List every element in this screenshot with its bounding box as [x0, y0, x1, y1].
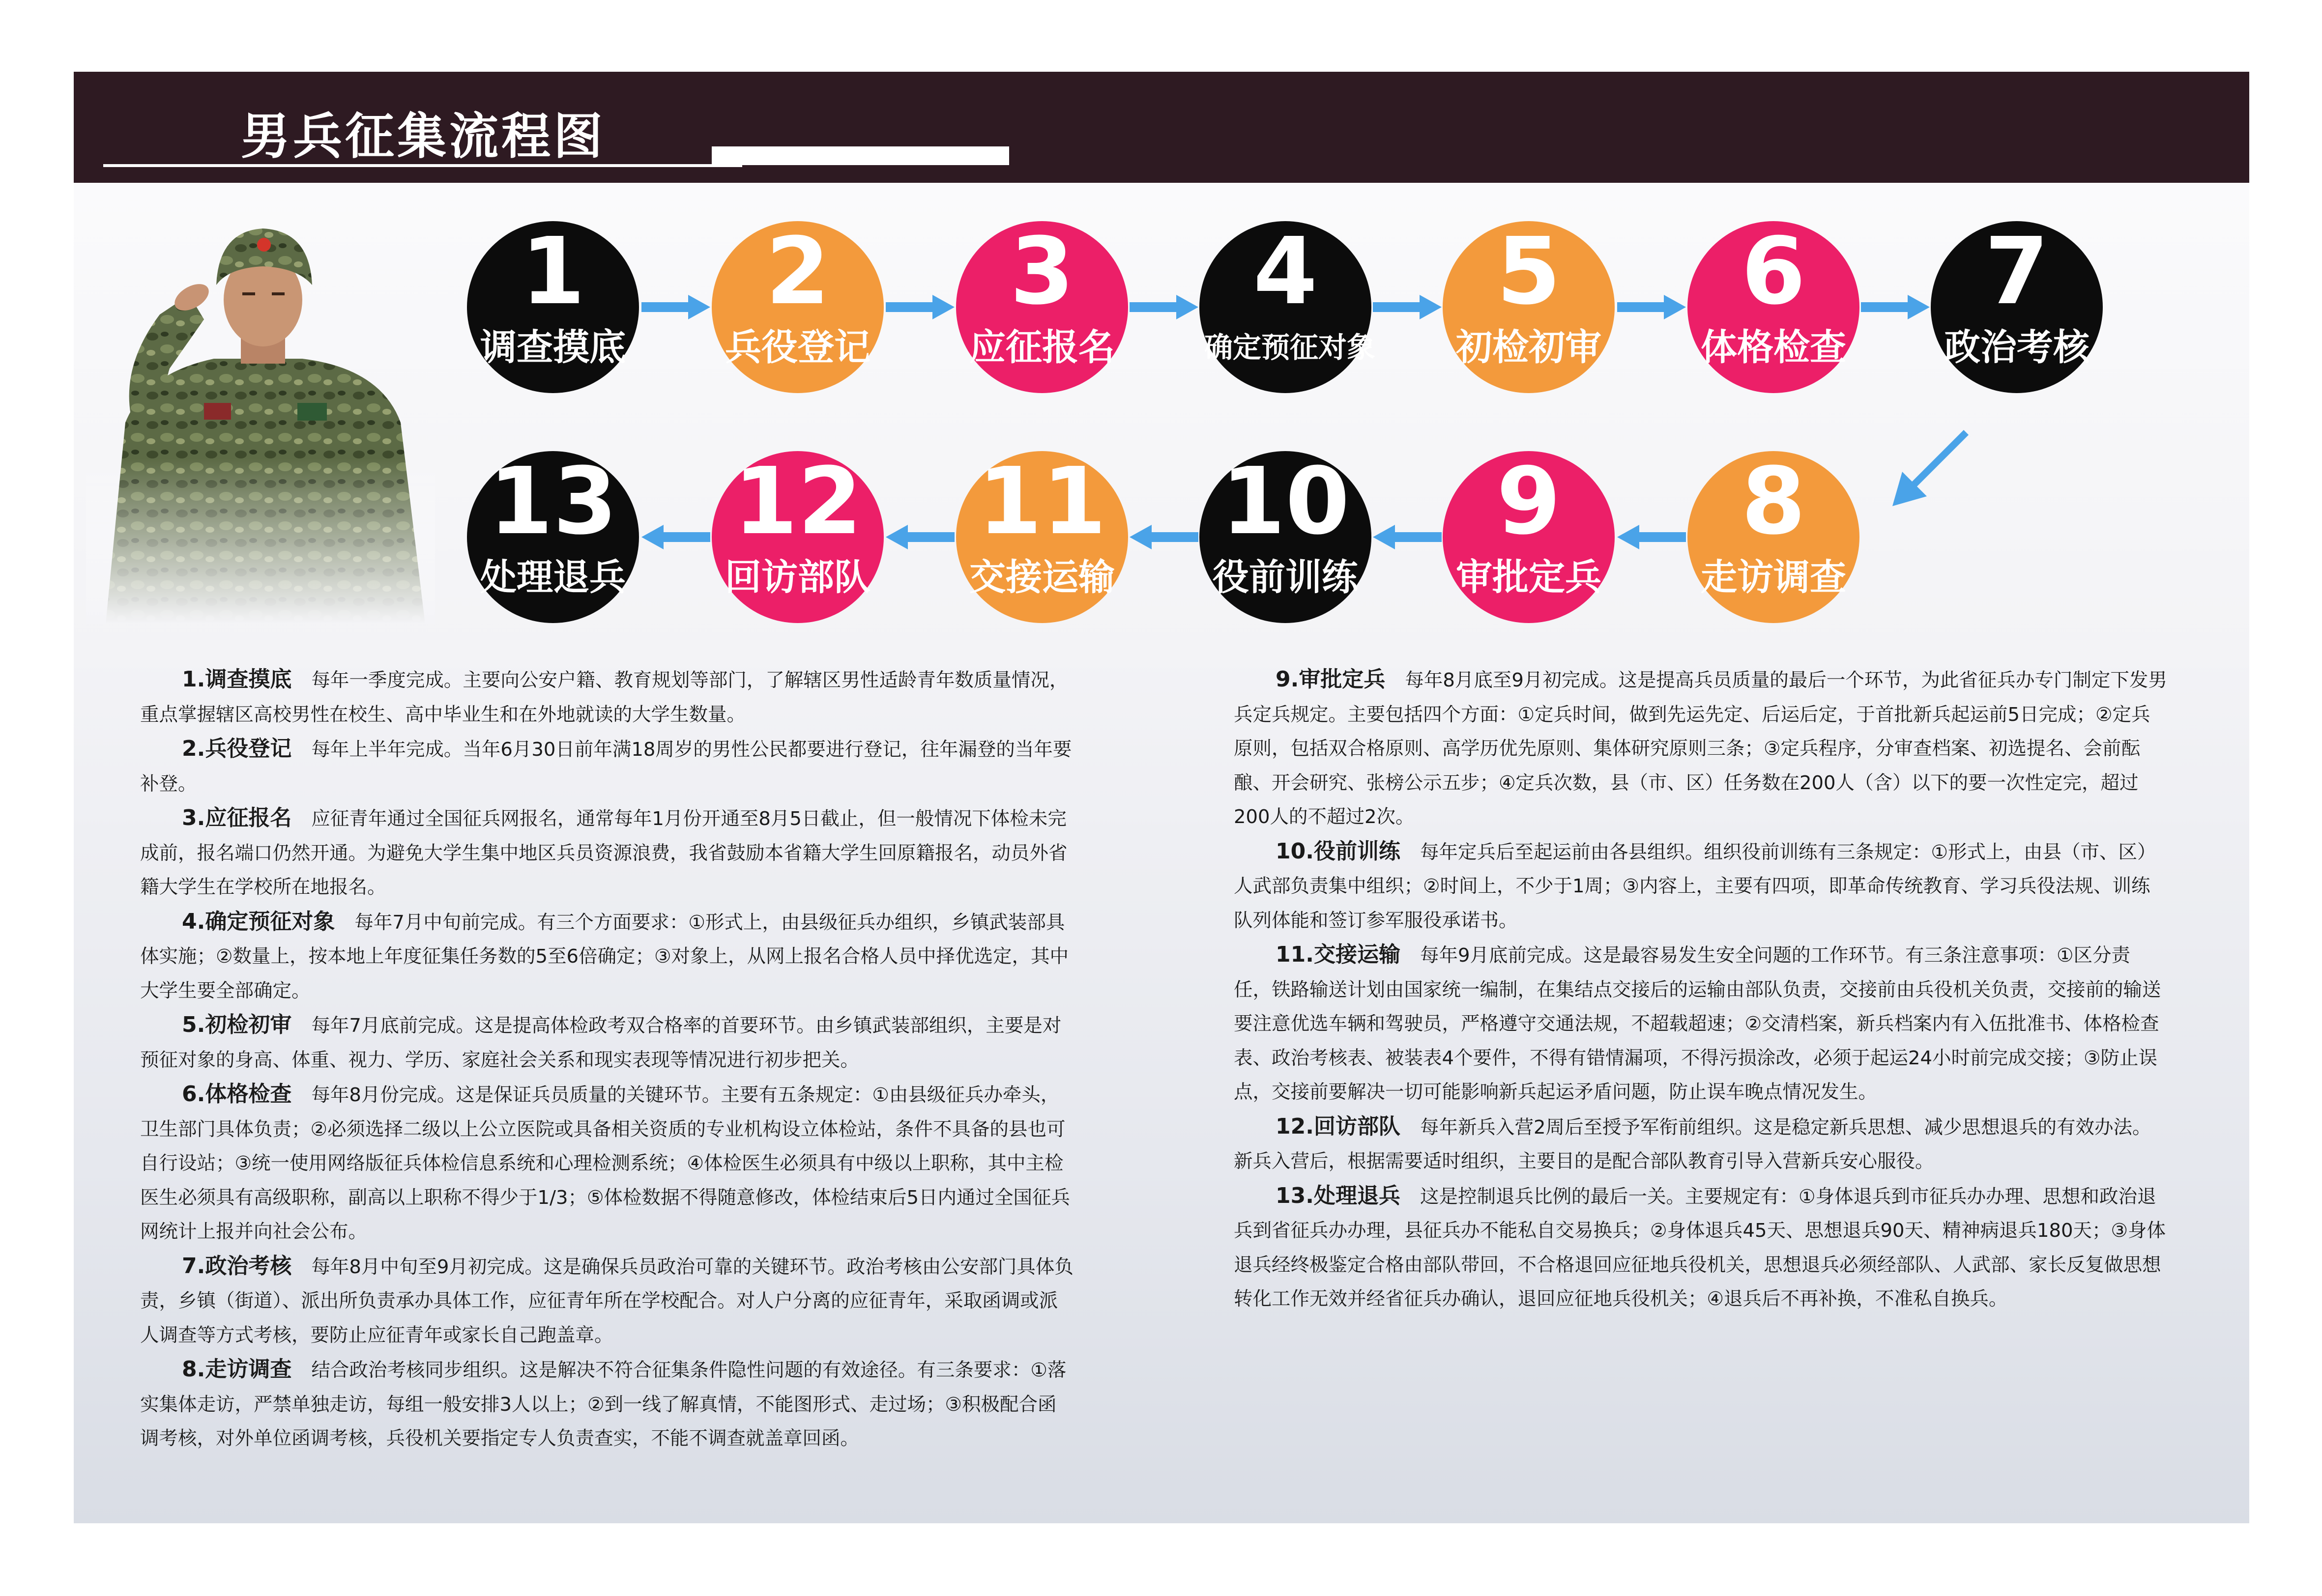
section-text: 应征青年通过全国征兵网报名，通常每年1月份开通至8月5日截止，但一般情况下体检未完成前，报名端口仍然开通。为避免大学生集中地区兵员资源浪费，我省鼓励本省籍大学生回原籍报名，动员外省籍大学生在学校所在地报名。	[140, 808, 1068, 898]
section-text: 每年一季度完成。主要向公安户籍、教育规划等部门，了解辖区男性适龄青年数质量情况，重点掌握辖区高校男性在校生、高中毕业生和在外地就读的大学生数量。	[140, 669, 1069, 726]
step-number: 7	[1984, 218, 2049, 325]
section-11	[1234, 938, 2168, 1110]
step-label: 走访调查	[1701, 556, 1846, 598]
section-heading: 4.确定预征对象	[182, 909, 335, 934]
step-number: 1	[521, 218, 585, 325]
section-text: 每年8月中旬至9月初完成。这是确保兵员政治可靠的关键环节。政治考核由公安部门具体负责，乡镇（街道）、派出所负责承办具体工作，应征青年所在学校配合。对人户分离的应征青年，采取函调或派人调查等方式考核，要防止应征青年或家长自己跑盖章。	[140, 1255, 1074, 1346]
section-text: 每年定兵后至起运前由各县组织。组织役前训练有三条规定：①形式上，由县（市、区）人武部负责集中组织；②时间上，不少于1周；③内容上，主要有四项，即革命传统教育、学习兵役法规、训练队列体能和签订参军服役承诺书。	[1234, 841, 2156, 932]
section-heading: 6.体格检查	[182, 1082, 292, 1107]
section-heading: 2.兵役登记	[182, 736, 292, 761]
section-4	[140, 905, 1074, 1008]
saluting-soldier-image	[86, 211, 435, 624]
arrow-left-icon	[1373, 525, 1442, 549]
section-text: 每年7月底前完成。这是提高体检政考双合格率的首要环节。由乡镇武装部组织，主要是对预征对象的身高、体重、视力、学历、家庭社会关系和现实表现等情况进行初步把关。	[140, 1015, 1062, 1071]
section-9	[1234, 662, 2168, 834]
section-3	[140, 801, 1074, 905]
section-5	[140, 1008, 1074, 1077]
step-number: 8	[1741, 448, 1806, 555]
arrow-right-icon	[641, 295, 710, 319]
section-10	[1234, 834, 2168, 938]
section-7	[140, 1249, 1074, 1353]
step-number: 10	[1221, 448, 1350, 555]
section-13	[1234, 1179, 2168, 1316]
step-label: 审批定兵	[1456, 556, 1601, 598]
section-text: 每年8月份完成。这是保证兵员质量的关键环节。主要有五条规定：①由县级征兵办牵头，卫生部门具体负责；②必须选择二级以上公立医院或具备相关资质的专业机构设立体检站，条件不具备的县也可自行设站；③统一使用网络版征兵体检信息系统和心理检测系统；④体检医生必须具有中级以上职称，其中主检医生必须具有高级职称，副高以上职称不得少于1/3；⑤体检数据不得随意修改，体检结束后5日内通过全国征兵网统计上报并向社会公布。	[140, 1084, 1070, 1243]
arrow-right-icon	[886, 295, 955, 319]
arrow-left-icon	[1617, 525, 1686, 549]
arrow-left-icon	[1130, 525, 1198, 549]
section-heading: 13.处理退兵	[1276, 1183, 1400, 1208]
section-text: 每年上半年完成。当年6月30日前年满18周岁的男性公民都要进行登记，往年漏登的当年要补登。	[140, 739, 1072, 795]
step-label: 政治考核	[1944, 326, 2090, 369]
section-heading: 11.交接运输	[1276, 942, 1400, 967]
section-heading: 1.调查摸底	[182, 667, 292, 692]
section-12	[1234, 1110, 2168, 1179]
step-circle-10	[1199, 448, 1371, 623]
arrow-left-icon	[886, 525, 955, 549]
section-text: 结合政治考核同步组织。这是解决不符合征集条件隐性问题的有效途径。有三条要求：①落实集体走访，严禁单独走访，每组一般安排3人以上；②到一线了解真情，不能图形式、走过场；③积极配合函调考核，对外单位函调考核，兵役机关要指定专人负责查实，不能不调查就盖章回函。	[140, 1359, 1067, 1450]
step-circle-4	[1199, 218, 1376, 393]
step-circle-12	[712, 448, 884, 623]
section-1	[140, 662, 1074, 732]
step-number: 12	[733, 448, 862, 555]
step-number: 4	[1253, 218, 1318, 325]
arrow-right-icon	[1373, 295, 1442, 319]
step-circle-3	[956, 218, 1128, 393]
arrow-right-icon	[1617, 295, 1686, 319]
step-label: 兵役登记	[725, 326, 871, 369]
section-8	[140, 1352, 1074, 1456]
step-number: 9	[1496, 448, 1561, 555]
step-number: 11	[978, 448, 1106, 555]
step-label: 调查摸底	[480, 326, 626, 369]
step-label: 确定预征对象	[1204, 331, 1376, 364]
section-text: 每年新兵入营2周后至授予军衔前组织。这是稳定新兵思想、减少思想退兵的有效办法。新兵入营后，根据需要适时组织，主要目的是配合部队教育引导入营新兵安心服役。	[1234, 1116, 2151, 1172]
title-accent-bar	[712, 146, 1009, 165]
step-label: 体格检查	[1701, 326, 1846, 369]
step-label: 役前训练	[1213, 556, 1358, 598]
right-column	[1234, 662, 2168, 1316]
section-heading: 5.初检初审	[182, 1012, 292, 1037]
step-circle-13	[467, 448, 639, 623]
step-label: 回访部队	[725, 556, 871, 598]
section-heading: 12.回访部队	[1276, 1113, 1400, 1139]
step-circle-7	[1931, 218, 2103, 393]
step-number: 6	[1741, 218, 1806, 325]
section-text: 每年9月底前完成。这是最容易发生安全问题的工作环节。有三条注意事项：①区分责任，铁路输送计划由国家统一编制，在集结点交接后的运输由部队负责，交接前由兵役机关负责，交接前的输送要注意优选车辆和驾驶员，严格遵守交通法规，不超载超速；②交清档案，新兵档案内有入伍批准书、体格检查表、政治考核表、被装表4个要件，不得有错情漏项，不得污损涂改，必须于起运24小时前完成交接；③防止误点，交接前要解决一切可能影响新兵起运矛盾问题，防止误车晚点情况发生。	[1234, 944, 2161, 1103]
step-circle-9	[1443, 448, 1615, 623]
section-text: 每年8月底至9月初完成。这是提高兵员质量的最后一个环节，为此省征兵办专门制定下发男兵定兵规定。主要包括四个方面：①定兵时间，做到先运先定、后运后定，于首批新兵起运前5日完成；②定兵原则，包括双合格原则、高学历优先原则、集体研究原则三条；③定兵程序，分审查档案、初选提名、会前酝酿、开会研究、张榜公示五步；④定兵次数，县（市、区）任务数在200人（含）以下的要一次性定完，超过200人的不超过2次。	[1234, 669, 2167, 828]
section-text: 每年7月中旬前完成。有三个方面要求：①形式上，由县级征兵办组织，乡镇武装部具体实施；②数量上，按本地上年度征集任务数的5至6倍确定；③对象上，从网上报名合格人员中择优选定，其中大学生要全部确定。	[140, 911, 1069, 1002]
step-circle-6	[1687, 218, 1859, 393]
section-heading: 8.走访调查	[182, 1357, 292, 1382]
step-circle-2	[712, 218, 884, 393]
section-2	[140, 732, 1074, 801]
step-label: 处理退兵	[480, 556, 626, 598]
step-number: 13	[489, 448, 617, 555]
step-number: 5	[1496, 218, 1561, 325]
section-heading: 3.应征报名	[182, 805, 292, 830]
left-column	[140, 662, 1074, 1456]
section-heading: 10.役前训练	[1276, 838, 1400, 864]
arrow-right-icon	[1130, 295, 1198, 319]
step-circle-8	[1687, 448, 1859, 623]
section-text: 这是控制退兵比例的最后一关。主要规定有：①身体退兵到市征兵办办理、思想和政治退兵到省征兵办办理，县征兵办不能私自交易换兵；②身体退兵45天、思想退兵90天、精神病退兵180天；③身体退兵经终极鉴定合格由部队带回，不合格退回应征地兵役机关，思想退兵必须经部队、人武部、家长反复做思想转化工作无效并经省征兵办确认，退回应征地兵役机关；④退兵后不再补换，不准私自换兵。	[1234, 1185, 2166, 1310]
arrow-down-left-icon	[1883, 428, 1971, 516]
step-circle-11	[956, 448, 1128, 623]
step-circle-1	[467, 218, 639, 393]
step-label: 应征报名	[969, 326, 1115, 369]
section-heading: 9.审批定兵	[1276, 667, 1386, 692]
step-number: 2	[765, 218, 830, 325]
step-circle-5	[1443, 218, 1615, 393]
arrow-left-icon	[641, 525, 710, 549]
section-6	[140, 1077, 1074, 1249]
page-title: 男兵征集流程图	[241, 108, 606, 165]
section-heading: 7.政治考核	[182, 1253, 292, 1279]
step-label: 交接运输	[969, 556, 1115, 598]
step-label: 初检初审	[1456, 326, 1601, 369]
step-number: 3	[1010, 218, 1074, 325]
arrow-right-icon	[1861, 295, 1930, 319]
